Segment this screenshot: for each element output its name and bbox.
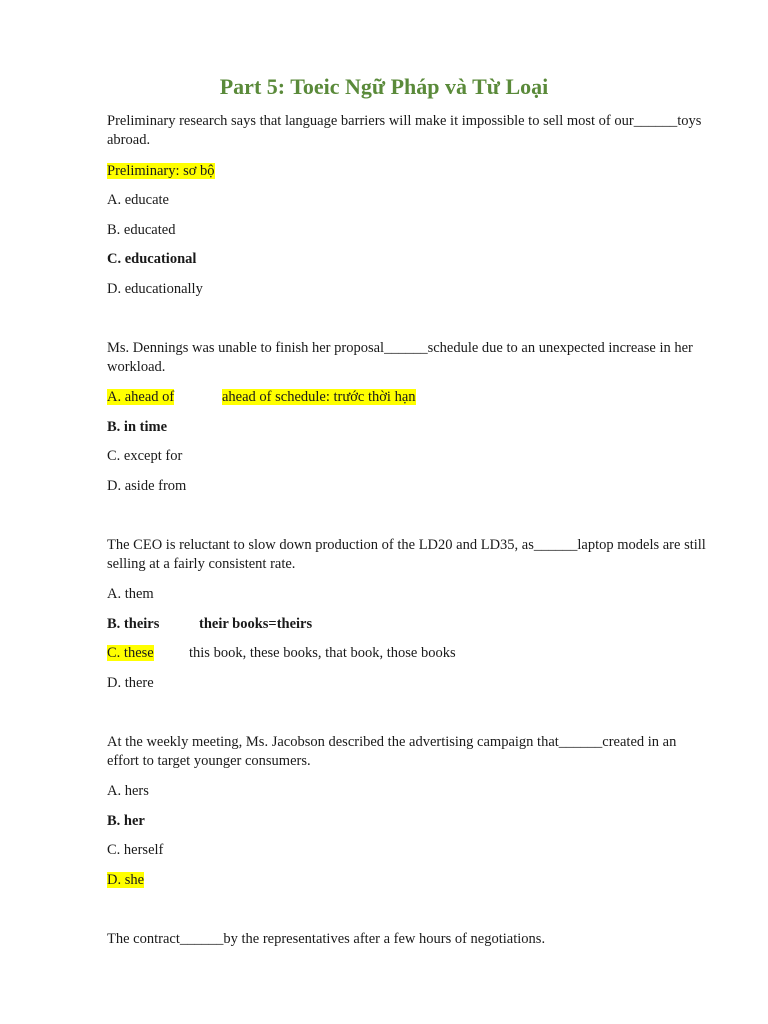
q3-note-b: their books=theirs: [199, 616, 313, 632]
q3-note-c: this book, these books, that book, those books: [189, 645, 456, 661]
q3-option-c: [107, 644, 154, 663]
page-title: Part 5: Toeic Ngữ Pháp và Từ Loại: [219, 74, 549, 99]
q2-option-d: D. aside from: [107, 478, 187, 494]
question-3-text: The CEO is reluctant to slow down production of the LD20 and LD35, as______laptop models are still selling at a fairly consistent rate.: [107, 537, 706, 572]
q2-option-b: B. in time: [107, 419, 168, 435]
q1-option-b: B. educated: [107, 222, 176, 238]
q3-option-b: B. theirs: [107, 616, 160, 632]
question-4-text: At the weekly meeting, Ms. Jacobson described the advertising campaign that______created in an effort to target younger consumers.: [107, 734, 677, 769]
q2-option-a: [107, 388, 174, 407]
question-1-text: Preliminary research says that language barriers will make it impossible to sell most of our______toys abroad.: [107, 113, 702, 148]
option-a-highlight: A. ahead of: [107, 389, 175, 405]
q1-option-a: A. educate: [107, 192, 169, 208]
q1-option-c: C. educational: [107, 251, 197, 267]
q4-option-b: B. her: [107, 813, 145, 829]
question-2-text: Ms. Dennings was unable to finish her proposal______schedule due to an unexpected increase in her workload.: [107, 340, 693, 375]
note-highlight: ahead of schedule: trước thời hạn: [222, 389, 416, 405]
option-c-highlight: C. these: [107, 645, 154, 661]
option-d-highlight: D. she: [107, 872, 145, 888]
question-5-text: The contract______by the representatives after a few hours of negotiations.: [107, 931, 546, 947]
q4-option-c: C. herself: [107, 842, 164, 858]
q4-option-a: A. hers: [107, 783, 149, 799]
hint-highlight: Preliminary: sơ bộ: [107, 163, 215, 179]
q2-note-a: [222, 388, 416, 407]
q1-option-d: D. educationally: [107, 281, 203, 297]
q4-option-d: [107, 871, 144, 890]
q2-option-c: C. except for: [107, 448, 183, 464]
question-1-hint: [107, 162, 215, 181]
q3-option-d: D. there: [107, 675, 154, 691]
q3-option-a: A. them: [107, 586, 154, 602]
